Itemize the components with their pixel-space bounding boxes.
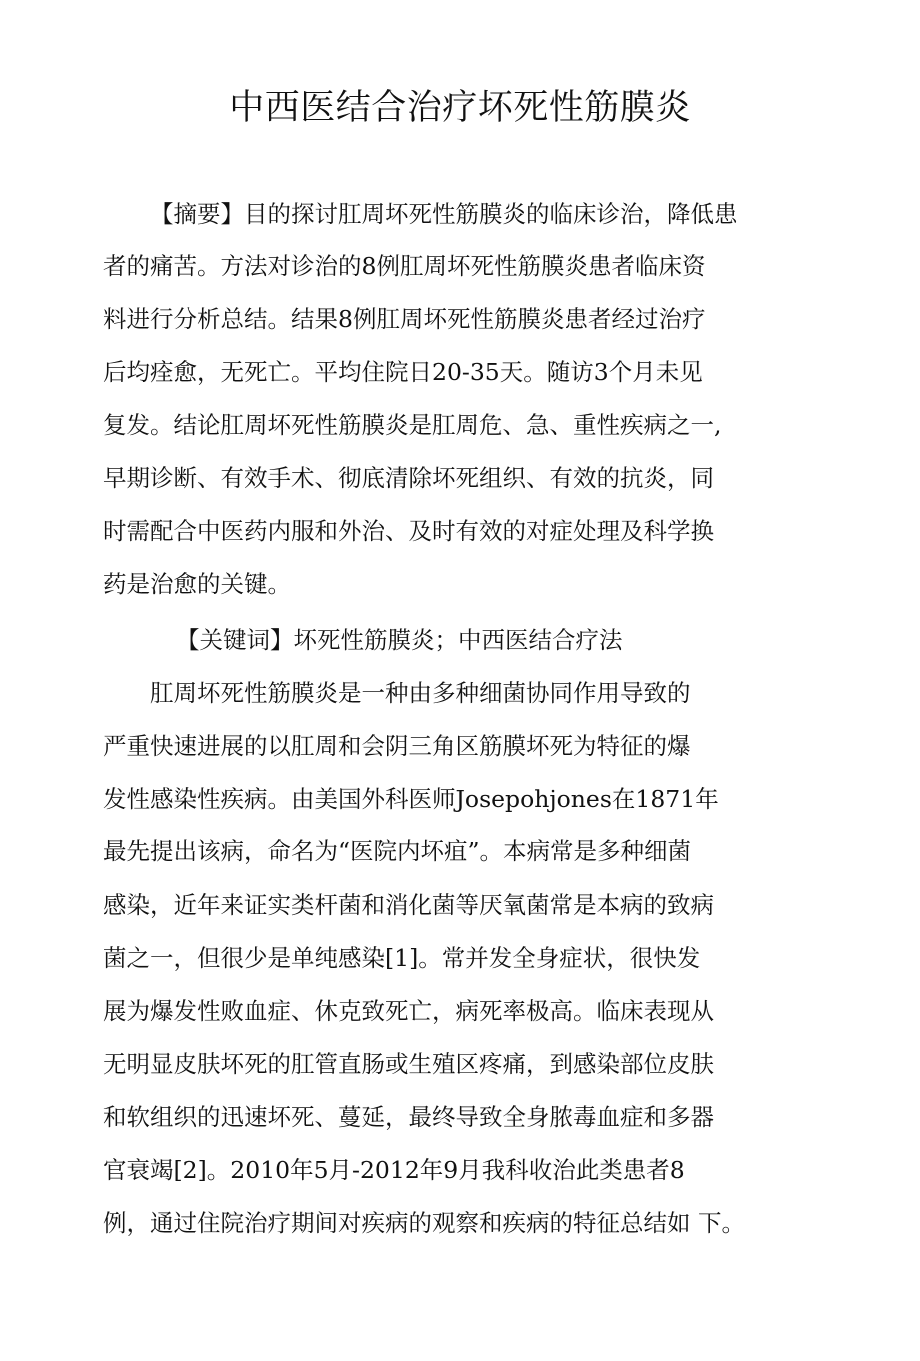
body-line: 发性感染性疾病。由美国外科医师Josepohjones在1871年 [103,785,719,813]
body-line: 菌之一，但很少是单纯感染[1]。常并发全身症状，很快发 [103,944,701,972]
document-title: 中西医结合治疗坏死性筋膜炎 [229,88,691,128]
body-line: 和软组织的迅速坏死、蔓延，最终导致全身脓毒血症和多器 [103,1103,714,1131]
abstract-line: 时需配合中医药内服和外治、及时有效的对症处理及科学换 [103,517,714,545]
keywords-line: 【关键词】坏死性筋膜炎；中西医结合疗法 [176,626,623,654]
abstract-line: 【摘要】目的探讨肛周坏死性筋膜炎的临床诊治，降低患 [150,200,738,228]
abstract-line: 者的痛苦。方法对诊治的8例肛周坏死性筋膜炎患者临床资 [103,252,706,280]
body-line: 官衰竭[2]。2010年5月-2012年9月我科收治此类患者8 [103,1156,685,1184]
body-line: 肛周坏死性筋膜炎是一种由多种细菌协同作用导致的 [150,679,691,707]
abstract-line: 早期诊断、有效手术、彻底清除坏死组织、有效的抗炎，同 [103,464,714,492]
body-line: 感染，近年来证实类杆菌和消化菌等厌氧菌常是本病的致病 [103,891,714,919]
body-line: 严重快速进展的以肛周和会阴三角区筋膜坏死为特征的爆 [103,732,691,760]
body-line: 最先提出该病，命名为“医院内坏疽”。本病常是多种细菌 [103,837,692,865]
abstract-line: 后均痊愈，无死亡。平均住院日20-35天。随访3个月未见 [103,358,703,386]
body-line: 展为爆发性败血症、休克致死亡，病死率极高。临床表现从 [103,997,714,1025]
body-line: 例，通过住院治疗期间对疾病的观察和疾病的特征总结如 下。 [103,1209,745,1237]
abstract-line: 药是治愈的关键。 [103,570,291,598]
abstract-line: 复发。结论肛周坏死性筋膜炎是肛周危、急、重性疾病之一, [103,411,722,439]
body-line: 无明显皮肤坏死的肛管直肠或生殖区疼痛，到感染部位皮肤 [103,1050,714,1078]
abstract-line: 料进行分析总结。结果8例肛周坏死性筋膜炎患者经过治疗 [103,305,706,333]
